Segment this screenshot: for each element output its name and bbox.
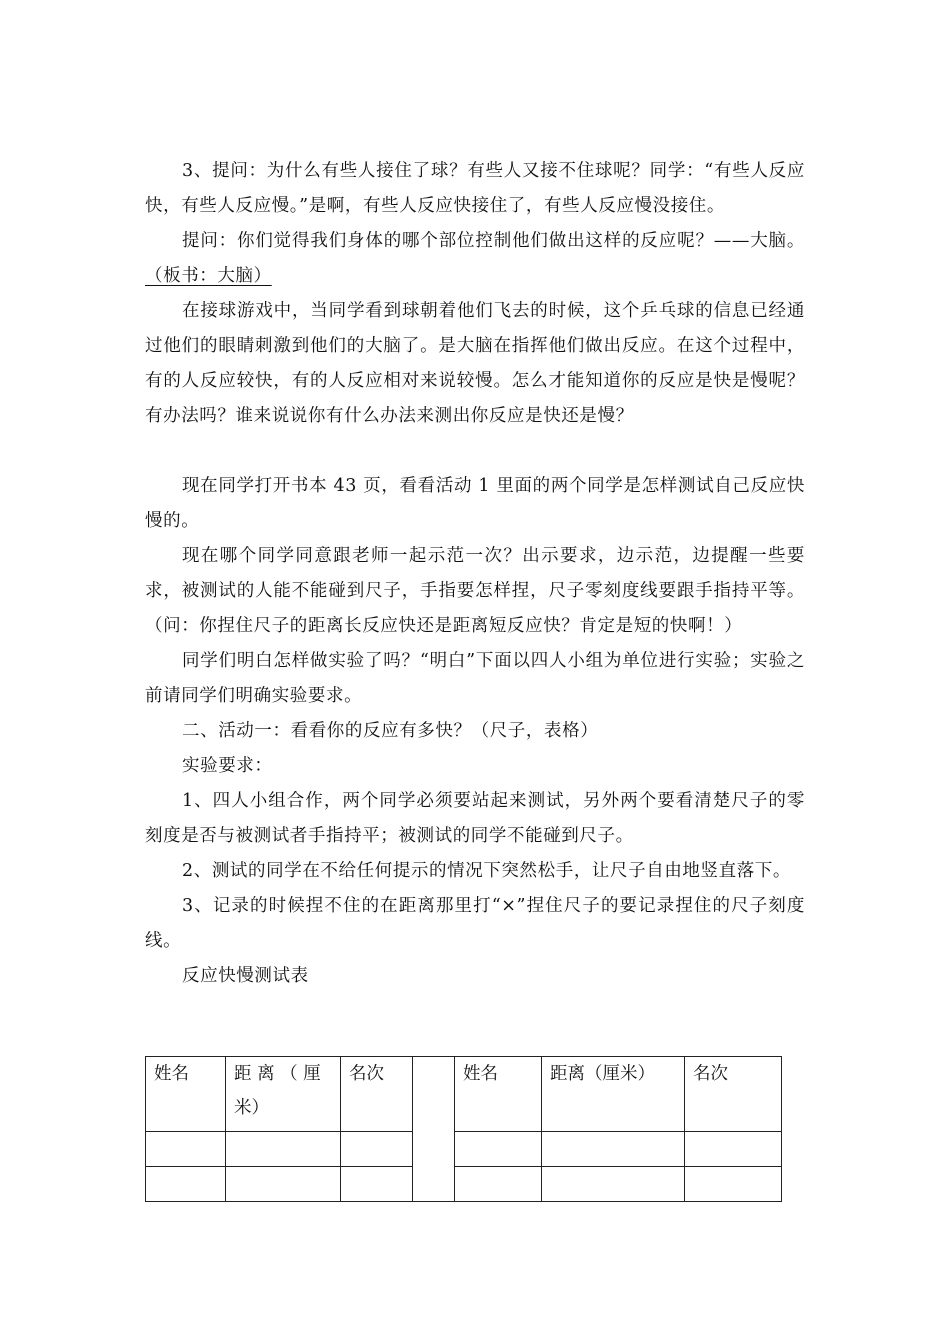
- table-cell[interactable]: [542, 1132, 685, 1167]
- header-distance-left: 距 离 （ 厘 米）: [226, 1057, 341, 1132]
- table-cell[interactable]: [226, 1167, 341, 1202]
- table-cell[interactable]: [542, 1167, 685, 1202]
- document-body: [145, 154, 805, 994]
- table-cell[interactable]: [685, 1132, 782, 1167]
- header-name-left: 姓名: [146, 1057, 226, 1132]
- header-rank-left: 名次: [341, 1057, 413, 1132]
- activity-heading: 二、活动一：看看你的反应有多快？（尺子，表格）: [182, 721, 599, 741]
- paragraph-understand: 同学们明白怎样做实验了吗？“明白”下面以四人小组为单位进行实验；实验之前请同学们明确实验要求。: [145, 651, 805, 706]
- table-cell[interactable]: [341, 1132, 413, 1167]
- table-cell[interactable]: [455, 1132, 542, 1167]
- paragraph-open-book: 现在同学打开书本 43 页，看看活动 1 里面的两个同学是怎样测试自己反应快慢的。: [145, 476, 805, 531]
- table-cell[interactable]: [455, 1167, 542, 1202]
- paragraph-explanation: 在接球游戏中，当同学看到球朝着他们飞去的时候，这个乒乓球的信息已经通过他们的眼睛刺激到他们的大脑了。是大脑在指挥他们做出反应。在这个过程中，有的人反应较快，有的人反应相对来说较慢。怎么才能知道你的反应是快是慢呢？有办法吗？谁来说说你有什么办法来测出你反应是快还是慢？: [145, 301, 805, 426]
- table-row: [146, 1132, 782, 1167]
- table-row: [146, 1167, 782, 1202]
- requirement-2: 2、测试的同学在不给任何提示的情况下突然松手，让尺子自由地竖直落下。: [182, 861, 792, 881]
- blank-line: [145, 434, 805, 469]
- table-caption: 反应快慢测试表: [182, 966, 309, 986]
- table-divider-column: [413, 1057, 455, 1202]
- requirement-1: 1、四人小组合作，两个同学必须要站起来测试，另外两个要看清楚尺子的零刻度是否与被测试者手指持平；被测试的同学不能碰到尺子。: [145, 791, 805, 846]
- table-cell[interactable]: [685, 1167, 782, 1202]
- header-name-right: 姓名: [455, 1057, 542, 1132]
- table-cell[interactable]: [341, 1167, 413, 1202]
- requirement-3: 3、记录的时候捏不住的在距离那里打“×”捏住尺子的要记录捏住的尺子刻度线。: [145, 896, 805, 951]
- paragraph-question-brain: [145, 224, 805, 294]
- blackboard-note: （板书：大脑）: [145, 266, 272, 286]
- header-distance-right: 距离（厘米）: [542, 1057, 685, 1132]
- header-rank-right: 名次: [685, 1057, 782, 1132]
- paragraph-question-brain-text: 提问：你们觉得我们身体的哪个部位控制他们做出这样的反应呢？——大脑。: [182, 231, 805, 251]
- reaction-test-table: [145, 1056, 782, 1202]
- table-cell[interactable]: [146, 1167, 226, 1202]
- table-header-row: [146, 1057, 782, 1132]
- paragraph-question-catch: 3、提问：为什么有些人接住了球？有些人又接不住球呢？同学：“有些人反应快，有些人反应慢。”是啊，有些人反应快接住了，有些人反应慢没接住。: [145, 161, 805, 216]
- table-cell[interactable]: [226, 1132, 341, 1167]
- paragraph-demonstration: 现在哪个同学同意跟老师一起示范一次？出示要求，边示范，边提醒一些要求，被测试的人能不能碰到尺子，手指要怎样捏，尺子零刻度线要跟手指持平等。（问：你捏住尺子的距离长反应快还是距离短反应快？肯定是短的快啊！）: [145, 546, 805, 636]
- requirements-heading: 实验要求：: [182, 756, 273, 776]
- table-cell[interactable]: [146, 1132, 226, 1167]
